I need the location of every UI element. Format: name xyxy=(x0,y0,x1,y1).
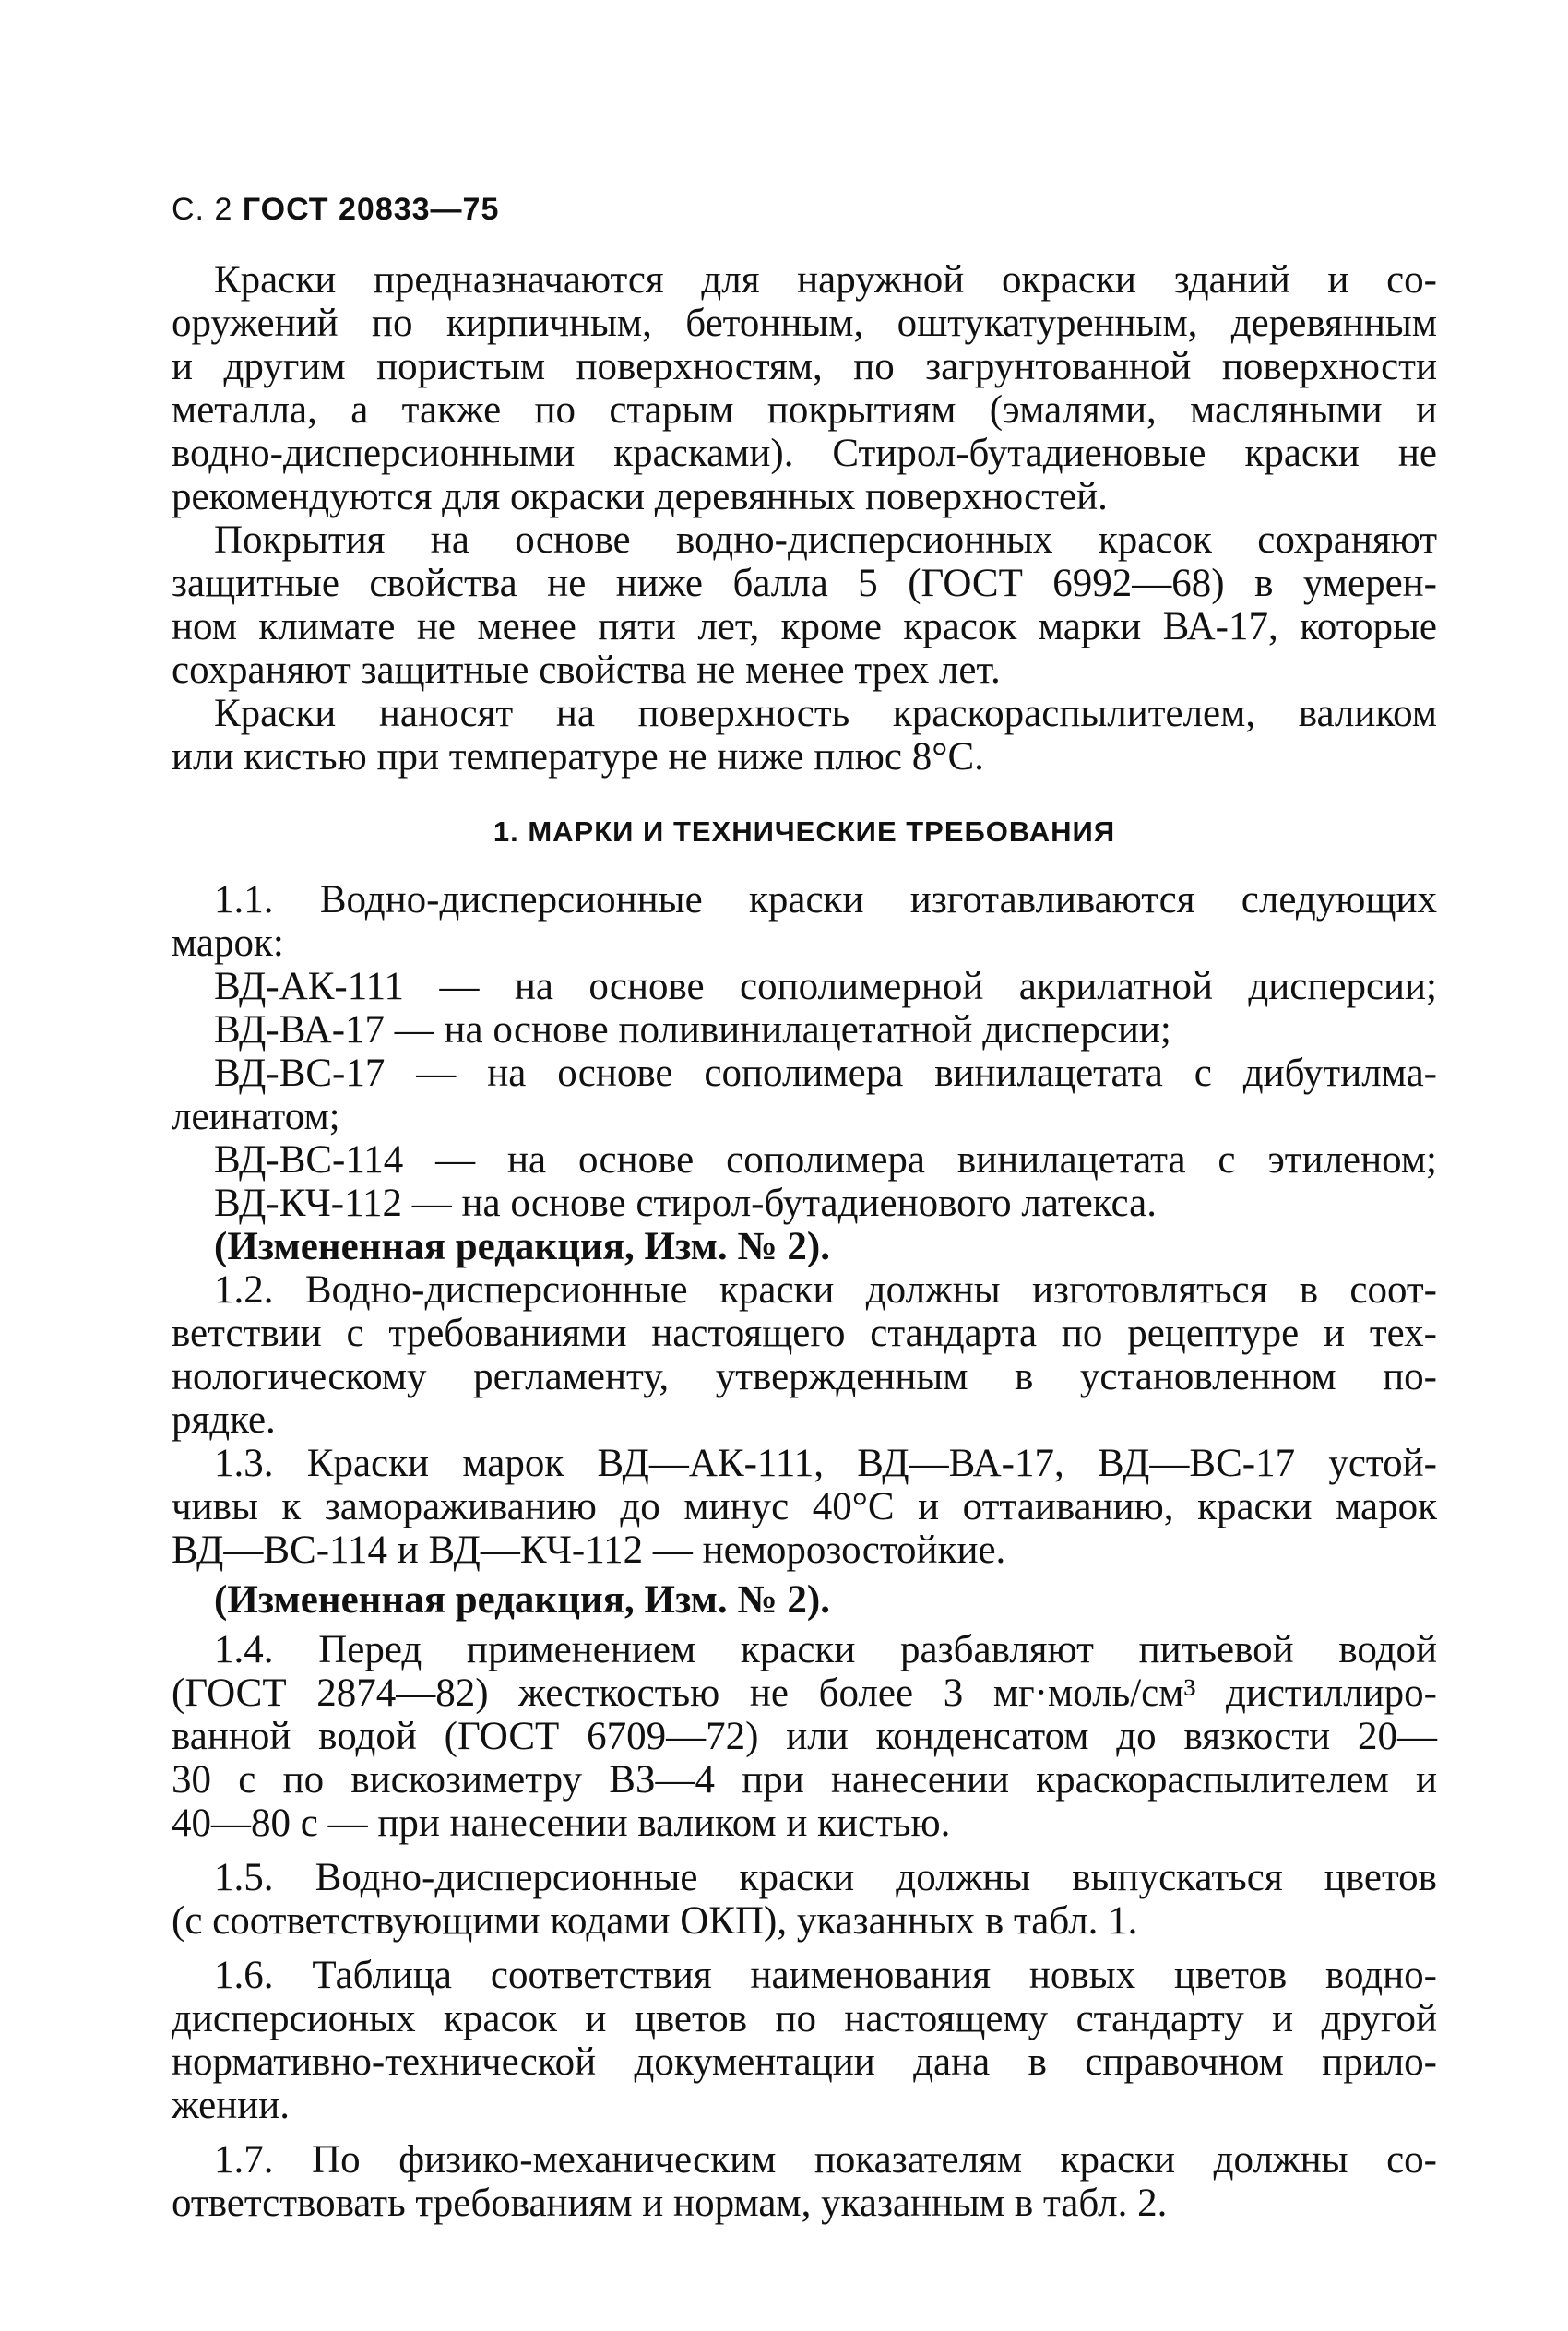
brand-list xyxy=(172,965,1437,1225)
text-line: (ГОСТ 2874—82) жесткостью не более 3 мг·моль/см³ дистиллиро- xyxy=(172,1671,1437,1715)
text-line: Покрытия на основе водно-дисперсионных красок сохраняют xyxy=(214,518,1437,562)
text-line: дисперсионых красок и цветов по настоящему стандарту и другой xyxy=(172,1997,1437,2040)
text-line: металла, а также по старым покрытиям (эмалями, масляными и xyxy=(172,388,1437,432)
clause-1-3 xyxy=(172,1442,1437,1572)
text-line: оружений по кирпичным, бетонным, оштукатуренным, деревянным xyxy=(172,302,1437,345)
clause-1-5 xyxy=(172,1856,1437,1943)
text-line: 1.5. Водно-дисперсионные краски должны выпускаться цветов xyxy=(214,1856,1437,1899)
text-line: рядке. xyxy=(172,1398,276,1442)
brand-item: ВД-КЧ-112 — на основе стирол-бутадиенового латекса. xyxy=(214,1182,1158,1225)
intro-section xyxy=(172,258,1437,779)
text-line: ванной водой (ГОСТ 6709—72) или конденсатом до вязкости 20— xyxy=(172,1715,1437,1758)
intro-paragraph-2 xyxy=(172,518,1437,692)
standard-number: ГОСТ 20833—75 xyxy=(242,192,500,227)
text-line: (с соответствующими кодами ОКП), указанных в табл. 1. xyxy=(172,1899,1138,1943)
page-header xyxy=(172,192,499,228)
text-line: ответствовать требованиям и нормам, указанным в табл. 2. xyxy=(172,2182,1168,2225)
text-line: 1.3. Краски марок ВД—АК-111, ВД—ВА-17, ВД—ВС-17 устой- xyxy=(214,1442,1437,1485)
text-line: ном климате не менее пяти лет, кроме красок марки ВА-17, которые xyxy=(172,605,1437,648)
text-line: 1.7. По физико-механическим показателям краски должны со- xyxy=(214,2138,1437,2182)
text-line: 40—80 с — при нанесении валиком и кистью. xyxy=(172,1802,951,1845)
clause-1-2 xyxy=(172,1268,1437,1442)
amendment-note: (Измененная редакция, Изм. № 2). xyxy=(214,1578,830,1622)
clause-1-6 xyxy=(172,1954,1437,2127)
clause-1-1 xyxy=(172,878,1437,965)
brand-item: ВД-ВА-17 — на основе поливинилацетатной дисперсии; xyxy=(214,1008,1171,1052)
text-line: и другим пористым поверхностям, по загрунтованной поверхности xyxy=(172,345,1437,388)
text-line: чивы к замораживанию до минус 40°С и оттаиванию, краски марок xyxy=(172,1485,1437,1528)
text-line: или кистью при температуре не ниже плюс 8°С. xyxy=(172,735,984,779)
section-title: 1. МАРКИ И ТЕХНИЧЕСКИЕ ТРЕБОВАНИЯ xyxy=(493,815,1116,848)
brand-item: ВД-ВС-114 — на основе сополимера винилацетата с этиленом; xyxy=(214,1138,1437,1182)
text-line: сохраняют защитные свойства не менее трех лет. xyxy=(172,648,1001,692)
text-line: 30 с по вискозиметру ВЗ—4 при нанесении краскораспылителем и xyxy=(172,1758,1437,1802)
text-line: водно-дисперсионными красками). Стирол-бутадиеновые краски не xyxy=(172,432,1437,475)
text-line: защитные свойства не ниже балла 5 (ГОСТ 6992—68) в умерен- xyxy=(172,562,1437,605)
text-line: нормативно-технической документации дана в справочном прило- xyxy=(172,2040,1437,2084)
text-line: жении. xyxy=(172,2084,291,2127)
intro-paragraph-3 xyxy=(172,692,1437,779)
clause-1-7 xyxy=(172,2138,1437,2225)
text-line: 1.2. Водно-дисперсионные краски должны изготовляться в соот- xyxy=(214,1268,1437,1312)
text-line: 1.4. Перед применением краски разбавляют питьевой водой xyxy=(214,1628,1437,1671)
clauses-section xyxy=(172,878,1437,2225)
brand-item: ВД-ВС-17 — на основе сополимера винилацетата с дибутилма- xyxy=(214,1052,1437,1095)
page-number: С. 2 xyxy=(172,192,233,227)
text-line: нологическому регламенту, утвержденным в установленном по- xyxy=(172,1355,1437,1398)
text-line: 1.6. Таблица соответствия наименования новых цветов водно- xyxy=(214,1954,1437,1997)
brand-item: ВД-АК-111 — на основе сополимерной акрилатной дисперсии; xyxy=(214,965,1437,1008)
text-line: ветствии с требованиями настоящего стандарта по рецептуре и тех- xyxy=(172,1312,1437,1355)
text-line: марок: xyxy=(172,922,284,965)
text-line: рекомендуются для окраски деревянных поверхностей. xyxy=(172,475,1108,518)
amendment-note: (Измененная редакция, Изм. № 2). xyxy=(214,1225,830,1268)
text-line: 1.1. Водно-дисперсионные краски изготавливаются следующих xyxy=(214,878,1437,922)
intro-paragraph-1 xyxy=(172,258,1437,518)
clause-1-4 xyxy=(172,1628,1437,1845)
text-line: Краски наносят на поверхность краскораспылителем, валиком xyxy=(214,692,1437,735)
text-line: ВД—ВС-114 и ВД—КЧ-112 — неморозостойкие. xyxy=(172,1528,1006,1572)
brand-item: леинатом; xyxy=(172,1095,340,1138)
text-line: Краски предназначаются для наружной окраски зданий и со- xyxy=(214,258,1437,302)
